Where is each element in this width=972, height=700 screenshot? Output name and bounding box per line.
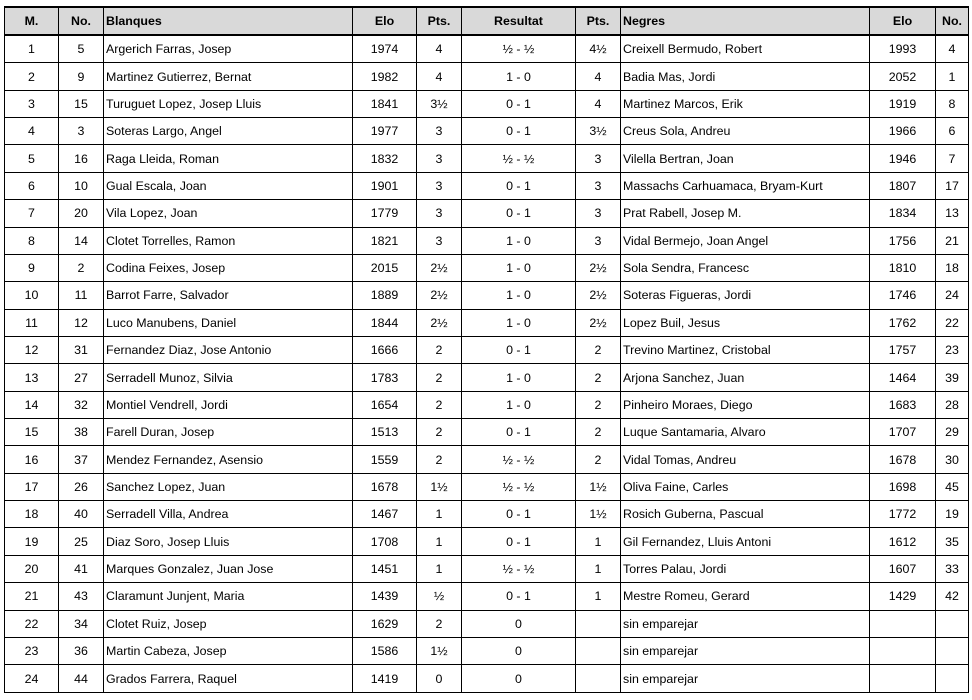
white-player: Barrot Farre, Salvador bbox=[104, 282, 353, 309]
black-player: Oliva Faine, Carles bbox=[621, 473, 870, 500]
white-player: Farell Duran, Josep bbox=[104, 419, 353, 446]
white-number: 2 bbox=[59, 254, 104, 281]
header-white-number: No. bbox=[59, 7, 104, 35]
header-black-number: No. bbox=[936, 7, 969, 35]
white-player: Codina Feixes, Josep bbox=[104, 254, 353, 281]
black-points: 4 bbox=[576, 90, 621, 117]
white-player: Grados Farrera, Raquel bbox=[104, 665, 353, 693]
black-number: 23 bbox=[936, 336, 969, 363]
black-elo: 1762 bbox=[870, 309, 936, 336]
result: 1 - 0 bbox=[462, 282, 576, 309]
table-row bbox=[5, 309, 969, 336]
black-elo: 1707 bbox=[870, 419, 936, 446]
header-white-elo: Elo bbox=[353, 7, 417, 35]
header-black-player: Negres bbox=[621, 7, 870, 35]
white-points: 1½ bbox=[417, 637, 462, 664]
black-number: 4 bbox=[936, 35, 969, 63]
white-number: 36 bbox=[59, 637, 104, 664]
black-elo: 1807 bbox=[870, 172, 936, 199]
black-points: 1 bbox=[576, 555, 621, 582]
table-row bbox=[5, 446, 969, 473]
black-points: 2½ bbox=[576, 254, 621, 281]
black-points: 3 bbox=[576, 172, 621, 199]
board-number: 11 bbox=[5, 309, 59, 336]
result: 0 bbox=[462, 665, 576, 693]
black-points: 2 bbox=[576, 419, 621, 446]
white-elo: 1974 bbox=[353, 35, 417, 63]
result: 0 - 1 bbox=[462, 501, 576, 528]
white-player: Clotet Ruiz, Josep bbox=[104, 610, 353, 637]
white-player: Serradell Munoz, Silvia bbox=[104, 364, 353, 391]
result: ½ - ½ bbox=[462, 473, 576, 500]
black-points: 2 bbox=[576, 364, 621, 391]
black-elo: 1429 bbox=[870, 583, 936, 610]
white-elo: 1678 bbox=[353, 473, 417, 500]
black-elo: 1966 bbox=[870, 118, 936, 145]
white-number: 5 bbox=[59, 35, 104, 63]
white-elo: 1982 bbox=[353, 63, 417, 90]
black-points: 4 bbox=[576, 63, 621, 90]
table-row bbox=[5, 35, 969, 63]
white-points: 0 bbox=[417, 665, 462, 693]
white-player: Luco Manubens, Daniel bbox=[104, 309, 353, 336]
white-number: 15 bbox=[59, 90, 104, 117]
white-points: 3½ bbox=[417, 90, 462, 117]
black-number: 21 bbox=[936, 227, 969, 254]
black-player: Lopez Buil, Jesus bbox=[621, 309, 870, 336]
table-row bbox=[5, 473, 969, 500]
black-player: Trevino Martinez, Cristobal bbox=[621, 336, 870, 363]
table-row bbox=[5, 282, 969, 309]
white-elo: 1419 bbox=[353, 665, 417, 693]
board-number: 16 bbox=[5, 446, 59, 473]
black-points: 1½ bbox=[576, 501, 621, 528]
table-row bbox=[5, 555, 969, 582]
white-elo: 1439 bbox=[353, 583, 417, 610]
black-elo bbox=[870, 637, 936, 664]
board-number: 19 bbox=[5, 528, 59, 555]
result: ½ - ½ bbox=[462, 555, 576, 582]
board-number: 12 bbox=[5, 336, 59, 363]
white-player: Martinez Gutierrez, Bernat bbox=[104, 63, 353, 90]
black-points: 3 bbox=[576, 227, 621, 254]
black-points bbox=[576, 610, 621, 637]
black-player: Mestre Romeu, Gerard bbox=[621, 583, 870, 610]
white-points: 3 bbox=[417, 227, 462, 254]
white-player: Soteras Largo, Angel bbox=[104, 118, 353, 145]
black-elo: 1607 bbox=[870, 555, 936, 582]
pairings-body bbox=[5, 35, 969, 693]
white-player: Gual Escala, Joan bbox=[104, 172, 353, 199]
white-elo: 1629 bbox=[353, 610, 417, 637]
black-player: Rosich Guberna, Pascual bbox=[621, 501, 870, 528]
board-number: 8 bbox=[5, 227, 59, 254]
result: 1 - 0 bbox=[462, 254, 576, 281]
board-number: 14 bbox=[5, 391, 59, 418]
black-number: 7 bbox=[936, 145, 969, 172]
board-number: 3 bbox=[5, 90, 59, 117]
black-player: Gil Fernandez, Lluis Antoni bbox=[621, 528, 870, 555]
white-points: 2 bbox=[417, 419, 462, 446]
header-white-player: Blanques bbox=[104, 7, 353, 35]
table-row bbox=[5, 90, 969, 117]
header-white-points: Pts. bbox=[417, 7, 462, 35]
white-player: Martin Cabeza, Josep bbox=[104, 637, 353, 664]
white-number: 27 bbox=[59, 364, 104, 391]
black-number: 35 bbox=[936, 528, 969, 555]
black-number: 45 bbox=[936, 473, 969, 500]
black-elo: 1464 bbox=[870, 364, 936, 391]
result: ½ - ½ bbox=[462, 446, 576, 473]
table-row bbox=[5, 419, 969, 446]
black-points: 1 bbox=[576, 528, 621, 555]
table-row bbox=[5, 610, 969, 637]
pairings-table bbox=[4, 6, 969, 693]
black-elo: 1683 bbox=[870, 391, 936, 418]
black-points: 3 bbox=[576, 200, 621, 227]
board-number: 10 bbox=[5, 282, 59, 309]
result: 0 bbox=[462, 637, 576, 664]
black-elo: 1757 bbox=[870, 336, 936, 363]
white-elo: 1586 bbox=[353, 637, 417, 664]
board-number: 24 bbox=[5, 665, 59, 693]
black-points: 3½ bbox=[576, 118, 621, 145]
white-points: ½ bbox=[417, 583, 462, 610]
black-elo: 1612 bbox=[870, 528, 936, 555]
result: 0 bbox=[462, 610, 576, 637]
white-number: 26 bbox=[59, 473, 104, 500]
black-player: Arjona Sanchez, Juan bbox=[621, 364, 870, 391]
white-number: 40 bbox=[59, 501, 104, 528]
black-number bbox=[936, 610, 969, 637]
black-points: 2 bbox=[576, 391, 621, 418]
board-number: 17 bbox=[5, 473, 59, 500]
white-number: 10 bbox=[59, 172, 104, 199]
white-points: 3 bbox=[417, 172, 462, 199]
white-elo: 1821 bbox=[353, 227, 417, 254]
header-row bbox=[5, 7, 969, 35]
white-elo: 1783 bbox=[353, 364, 417, 391]
header-black-points: Pts. bbox=[576, 7, 621, 35]
board-number: 5 bbox=[5, 145, 59, 172]
result: 1 - 0 bbox=[462, 63, 576, 90]
black-elo bbox=[870, 665, 936, 693]
black-points bbox=[576, 665, 621, 693]
black-elo: 1919 bbox=[870, 90, 936, 117]
white-points: 2½ bbox=[417, 309, 462, 336]
white-points: 3 bbox=[417, 145, 462, 172]
white-elo: 2015 bbox=[353, 254, 417, 281]
result: 1 - 0 bbox=[462, 364, 576, 391]
result: 0 - 1 bbox=[462, 336, 576, 363]
black-elo bbox=[870, 610, 936, 637]
black-number: 29 bbox=[936, 419, 969, 446]
black-player: Vidal Bermejo, Joan Angel bbox=[621, 227, 870, 254]
board-number: 13 bbox=[5, 364, 59, 391]
black-number: 39 bbox=[936, 364, 969, 391]
black-elo: 1834 bbox=[870, 200, 936, 227]
black-elo: 2052 bbox=[870, 63, 936, 90]
table-row bbox=[5, 583, 969, 610]
white-player: Clotet Torrelles, Ramon bbox=[104, 227, 353, 254]
result: 0 - 1 bbox=[462, 419, 576, 446]
white-player: Mendez Fernandez, Asensio bbox=[104, 446, 353, 473]
white-points: 1½ bbox=[417, 473, 462, 500]
result: ½ - ½ bbox=[462, 35, 576, 63]
white-elo: 1977 bbox=[353, 118, 417, 145]
white-elo: 1889 bbox=[353, 282, 417, 309]
white-elo: 1451 bbox=[353, 555, 417, 582]
result: 0 - 1 bbox=[462, 200, 576, 227]
black-number: 13 bbox=[936, 200, 969, 227]
white-player: Serradell Villa, Andrea bbox=[104, 501, 353, 528]
white-number: 37 bbox=[59, 446, 104, 473]
white-elo: 1513 bbox=[353, 419, 417, 446]
white-points: 4 bbox=[417, 63, 462, 90]
black-player: Massachs Carhuamaca, Bryam-Kurt bbox=[621, 172, 870, 199]
white-player: Fernandez Diaz, Jose Antonio bbox=[104, 336, 353, 363]
black-number: 30 bbox=[936, 446, 969, 473]
white-elo: 1779 bbox=[353, 200, 417, 227]
white-number: 11 bbox=[59, 282, 104, 309]
white-player: Turuguet Lopez, Josep Lluis bbox=[104, 90, 353, 117]
black-player: Badia Mas, Jordi bbox=[621, 63, 870, 90]
black-player: Sola Sendra, Francesc bbox=[621, 254, 870, 281]
white-number: 41 bbox=[59, 555, 104, 582]
black-player: Vidal Tomas, Andreu bbox=[621, 446, 870, 473]
white-elo: 1901 bbox=[353, 172, 417, 199]
white-points: 3 bbox=[417, 118, 462, 145]
white-elo: 1841 bbox=[353, 90, 417, 117]
white-player: Marques Gonzalez, Juan Jose bbox=[104, 555, 353, 582]
result: 0 - 1 bbox=[462, 172, 576, 199]
white-elo: 1654 bbox=[353, 391, 417, 418]
white-number: 43 bbox=[59, 583, 104, 610]
board-number: 4 bbox=[5, 118, 59, 145]
black-elo: 1993 bbox=[870, 35, 936, 63]
result: 0 - 1 bbox=[462, 528, 576, 555]
white-points: 2 bbox=[417, 364, 462, 391]
table-row bbox=[5, 501, 969, 528]
black-player: sin emparejar bbox=[621, 665, 870, 693]
white-player: Sanchez Lopez, Juan bbox=[104, 473, 353, 500]
white-elo: 1708 bbox=[353, 528, 417, 555]
black-player: Martinez Marcos, Erik bbox=[621, 90, 870, 117]
black-elo: 1756 bbox=[870, 227, 936, 254]
black-number: 6 bbox=[936, 118, 969, 145]
black-player: Pinheiro Moraes, Diego bbox=[621, 391, 870, 418]
table-row bbox=[5, 637, 969, 664]
white-player: Montiel Vendrell, Jordi bbox=[104, 391, 353, 418]
result: 1 - 0 bbox=[462, 227, 576, 254]
board-number: 23 bbox=[5, 637, 59, 664]
table-row bbox=[5, 200, 969, 227]
white-number: 3 bbox=[59, 118, 104, 145]
white-points: 2½ bbox=[417, 254, 462, 281]
board-number: 21 bbox=[5, 583, 59, 610]
black-number bbox=[936, 665, 969, 693]
black-number: 24 bbox=[936, 282, 969, 309]
white-number: 25 bbox=[59, 528, 104, 555]
white-number: 32 bbox=[59, 391, 104, 418]
white-player: Argerich Farras, Josep bbox=[104, 35, 353, 63]
white-player: Diaz Soro, Josep Lluis bbox=[104, 528, 353, 555]
black-number: 22 bbox=[936, 309, 969, 336]
white-number: 38 bbox=[59, 419, 104, 446]
table-row bbox=[5, 336, 969, 363]
black-elo: 1772 bbox=[870, 501, 936, 528]
white-number: 16 bbox=[59, 145, 104, 172]
black-number: 1 bbox=[936, 63, 969, 90]
header-black-elo: Elo bbox=[870, 7, 936, 35]
white-player: Vila Lopez, Joan bbox=[104, 200, 353, 227]
white-number: 12 bbox=[59, 309, 104, 336]
white-player: Claramunt Junjent, Maria bbox=[104, 583, 353, 610]
black-number: 17 bbox=[936, 172, 969, 199]
result: 1 - 0 bbox=[462, 309, 576, 336]
board-number: 15 bbox=[5, 419, 59, 446]
white-elo: 1559 bbox=[353, 446, 417, 473]
result: ½ - ½ bbox=[462, 145, 576, 172]
black-points: 1½ bbox=[576, 473, 621, 500]
black-points: 2½ bbox=[576, 309, 621, 336]
table-row bbox=[5, 145, 969, 172]
black-player: Prat Rabell, Josep M. bbox=[621, 200, 870, 227]
black-points: 2½ bbox=[576, 282, 621, 309]
white-number: 34 bbox=[59, 610, 104, 637]
white-number: 14 bbox=[59, 227, 104, 254]
white-number: 44 bbox=[59, 665, 104, 693]
black-number: 42 bbox=[936, 583, 969, 610]
black-player: Creixell Bermudo, Robert bbox=[621, 35, 870, 63]
result: 0 - 1 bbox=[462, 118, 576, 145]
black-number: 8 bbox=[936, 90, 969, 117]
header-result: Resultat bbox=[462, 7, 576, 35]
white-points: 1 bbox=[417, 501, 462, 528]
white-number: 31 bbox=[59, 336, 104, 363]
table-row bbox=[5, 391, 969, 418]
board-number: 18 bbox=[5, 501, 59, 528]
white-points: 3 bbox=[417, 200, 462, 227]
black-elo: 1746 bbox=[870, 282, 936, 309]
result: 0 - 1 bbox=[462, 90, 576, 117]
board-number: 22 bbox=[5, 610, 59, 637]
black-player: Vilella Bertran, Joan bbox=[621, 145, 870, 172]
board-number: 9 bbox=[5, 254, 59, 281]
black-number: 28 bbox=[936, 391, 969, 418]
white-points: 1 bbox=[417, 555, 462, 582]
black-elo: 1678 bbox=[870, 446, 936, 473]
table-row bbox=[5, 364, 969, 391]
black-points: 1 bbox=[576, 583, 621, 610]
result: 0 - 1 bbox=[462, 583, 576, 610]
black-player: sin emparejar bbox=[621, 610, 870, 637]
black-elo: 1698 bbox=[870, 473, 936, 500]
black-points: 2 bbox=[576, 446, 621, 473]
white-points: 2 bbox=[417, 336, 462, 363]
black-player: Creus Sola, Andreu bbox=[621, 118, 870, 145]
board-number: 7 bbox=[5, 200, 59, 227]
black-points: 2 bbox=[576, 336, 621, 363]
table-row bbox=[5, 254, 969, 281]
black-number: 18 bbox=[936, 254, 969, 281]
table-row bbox=[5, 528, 969, 555]
white-points: 2½ bbox=[417, 282, 462, 309]
white-player: Raga Lleida, Roman bbox=[104, 145, 353, 172]
result: 1 - 0 bbox=[462, 391, 576, 418]
white-points: 4 bbox=[417, 35, 462, 63]
black-elo: 1946 bbox=[870, 145, 936, 172]
board-number: 6 bbox=[5, 172, 59, 199]
white-elo: 1666 bbox=[353, 336, 417, 363]
black-number bbox=[936, 637, 969, 664]
board-number: 20 bbox=[5, 555, 59, 582]
black-points: 3 bbox=[576, 145, 621, 172]
white-elo: 1844 bbox=[353, 309, 417, 336]
black-player: Soteras Figueras, Jordi bbox=[621, 282, 870, 309]
board-number: 2 bbox=[5, 63, 59, 90]
header-board: M. bbox=[5, 7, 59, 35]
table-row bbox=[5, 63, 969, 90]
black-player: Luque Santamaria, Alvaro bbox=[621, 419, 870, 446]
black-points bbox=[576, 637, 621, 664]
table-row bbox=[5, 665, 969, 693]
table-row bbox=[5, 172, 969, 199]
white-points: 1 bbox=[417, 528, 462, 555]
black-player: Torres Palau, Jordi bbox=[621, 555, 870, 582]
white-elo: 1467 bbox=[353, 501, 417, 528]
black-number: 19 bbox=[936, 501, 969, 528]
table-row bbox=[5, 227, 969, 254]
black-points: 4½ bbox=[576, 35, 621, 63]
white-points: 2 bbox=[417, 391, 462, 418]
black-player: sin emparejar bbox=[621, 637, 870, 664]
board-number: 1 bbox=[5, 35, 59, 63]
table-row bbox=[5, 118, 969, 145]
white-elo: 1832 bbox=[353, 145, 417, 172]
white-points: 2 bbox=[417, 446, 462, 473]
white-number: 20 bbox=[59, 200, 104, 227]
black-number: 33 bbox=[936, 555, 969, 582]
white-number: 9 bbox=[59, 63, 104, 90]
white-points: 2 bbox=[417, 610, 462, 637]
black-elo: 1810 bbox=[870, 254, 936, 281]
